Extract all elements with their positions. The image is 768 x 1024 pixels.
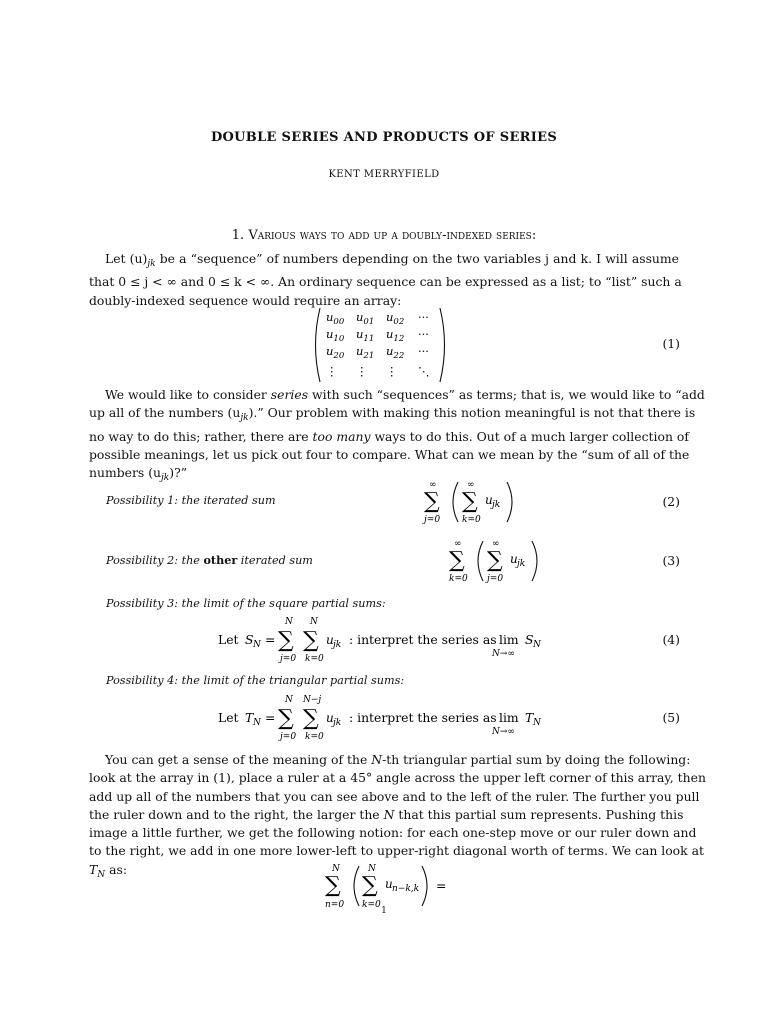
sum-lower-limit: j=0 — [424, 515, 441, 525]
term-subscript: jk — [492, 500, 501, 510]
term-u: u — [485, 493, 493, 507]
paper-title: DOUBLE SERIES AND PRODUCTS OF SERIES — [210, 130, 558, 145]
term-u: u — [326, 633, 334, 647]
sigma-symbol: ∑ — [278, 628, 294, 653]
para-line: that 0 ≤ j < ∞ and 0 ≤ k < ∞. An ordinary sequence can be expressed as a list; to “list” such a — [89, 274, 682, 290]
left-paren — [354, 866, 359, 906]
sum-lower-limit: k=0 — [462, 515, 481, 525]
equals-sign: = — [436, 878, 447, 893]
equation-number-4: (4) — [662, 632, 680, 647]
para-line: doubly-indexed sequence would require an array: — [89, 292, 402, 308]
matrix-cell: ⋮ — [386, 364, 398, 378]
sum-upper-limit: ∞ — [492, 539, 500, 549]
lim-subscript: N→∞ — [492, 649, 515, 659]
matrix-cell: $u_{02}$ — [386, 310, 405, 327]
let-word: Let — [218, 710, 239, 725]
matrix-cell: $u_{22}$ — [386, 344, 405, 361]
equation-3 — [445, 537, 555, 587]
sum-lower-limit: j=0 — [280, 732, 297, 742]
page-number: 1 — [381, 906, 387, 916]
term-u: u — [385, 877, 393, 891]
sum-lower-limit: k=0 — [305, 732, 324, 742]
paragraph-intro — [89, 250, 682, 310]
term-u: u — [326, 711, 334, 725]
matrix-cell: $u_{20}$ — [326, 344, 345, 361]
section-heading — [0, 228, 768, 243]
sum-lower-limit: n=0 — [325, 900, 345, 910]
symbol-subscript: N — [253, 640, 261, 650]
symbol-subscript: N — [533, 640, 541, 650]
sum-upper-limit: N — [285, 617, 293, 627]
symbol-S: S — [245, 632, 254, 647]
equation-number-2: (2) — [662, 494, 680, 509]
lim-subscript: N→∞ — [492, 727, 515, 737]
equals-sign: = — [265, 710, 276, 725]
possibility-4-label: Possibility 4: the limit of the triangular partial sums: — [106, 674, 405, 687]
term-subscript: jk — [333, 718, 342, 728]
possibility-3-label: Possibility 3: the limit of the square partial sums: — [106, 597, 386, 610]
equation-tn-diagonal — [322, 860, 462, 910]
sigma-symbol: ∑ — [487, 548, 503, 573]
symbol-subscript: N — [253, 718, 261, 728]
equation-4 — [218, 614, 558, 666]
equals-sign: = — [265, 632, 276, 647]
sigma-symbol: ∑ — [424, 489, 440, 514]
sigma-symbol: ∑ — [303, 628, 319, 653]
sigma-symbol: ∑ — [325, 873, 341, 898]
right-paren — [440, 308, 445, 382]
para-line: You can get a sense of the meaning of the N-th triangular partial sum by doing the following: — [105, 752, 691, 767]
sigma-symbol: ∑ — [278, 706, 294, 731]
section-title: Various ways to add up a doubly-indexed series: — [248, 228, 537, 243]
equation-5 — [218, 692, 558, 744]
sum-upper-limit: N — [368, 864, 376, 874]
para-line: to the right, we add in one more lower-left to upper-right diagonal worth of terms. We can look at — [89, 843, 704, 859]
matrix-cell: $u_{12}$ — [386, 327, 405, 344]
para-line: no way to do this; rather, there are too many ways to do this. Out of a much larger collection of — [89, 428, 689, 444]
sum-upper-limit: N — [285, 695, 293, 705]
let-word: Let — [218, 632, 239, 647]
matrix-array — [310, 305, 450, 385]
sum-upper-limit: N — [332, 864, 340, 874]
paragraph-series — [89, 386, 705, 487]
matrix-cell: $u_{11}$ — [356, 327, 375, 344]
matrix-cell: ··· — [418, 344, 429, 358]
term-subscript: jk — [517, 559, 526, 569]
symbol-S: S — [525, 632, 534, 647]
para-line: numbers $(u_{jk})$?” — [89, 465, 188, 484]
para-line: possible meanings, let us pick out four to compare. What can we mean by the “sum of all of the — [89, 446, 690, 462]
matrix-cell: $u_{00}$ — [326, 310, 345, 327]
interpret-text: : interpret the series as — [349, 710, 497, 725]
left-paren — [478, 541, 483, 581]
para-line: add up all of the numbers that you can see above and to the left of the ruler. The further you pull — [89, 788, 700, 804]
matrix-cell: ··· — [418, 327, 429, 341]
symbol-T: T — [525, 710, 534, 725]
lim-word: lim — [499, 710, 519, 725]
para-line: image a little further, we get the following notion: for each one-step move or our ruler down and — [89, 825, 697, 841]
matrix-cell: ⋮ — [356, 364, 368, 378]
para-line: look at the array in (1), place a ruler at a 45° angle across the upper left corner of this array, then — [89, 770, 706, 786]
sum-upper-limit: ∞ — [454, 539, 462, 549]
equation-number-1: (1) — [662, 336, 680, 351]
sum-upper-limit: N — [310, 617, 318, 627]
sum-upper-limit: ∞ — [429, 480, 437, 490]
sigma-symbol: ∑ — [362, 873, 378, 898]
equation-number-5: (5) — [662, 710, 680, 725]
equation-number-3: (3) — [662, 553, 680, 568]
sigma-symbol: ∑ — [303, 706, 319, 731]
sigma-symbol: ∑ — [462, 489, 478, 514]
para-line: Let $(u)_{jk}$ be a “sequence” of numbers depending on the two variables j and k. I will assume — [105, 251, 679, 269]
left-paren — [316, 308, 321, 382]
para-line: $T_N$ as: — [89, 861, 127, 880]
left-paren — [453, 482, 458, 522]
sum-lower-limit: k=0 — [305, 654, 324, 664]
possibility-1-label: Possibility 1: the iterated sum — [106, 494, 276, 507]
matrix-cell: $u_{21}$ — [356, 344, 375, 361]
sigma-symbol: ∑ — [449, 548, 465, 573]
sum-lower-limit: k=0 — [449, 574, 468, 584]
matrix-cell: ··· — [418, 310, 429, 324]
possibility-2-label: Possibility 2: the other iterated sum — [106, 553, 313, 567]
para-line: We would like to consider series with such “sequences” as terms; that is, we would like to “add — [105, 387, 705, 402]
term-subscript: n−k,k — [392, 884, 420, 894]
sum-lower-limit: j=0 — [280, 654, 297, 664]
term-subscript: jk — [333, 640, 342, 650]
matrix-cell: ⋮ — [326, 364, 338, 378]
sum-upper-limit: N−j — [303, 695, 322, 705]
author-name: KENT MERRYFIELD — [328, 169, 440, 180]
para-line: up all of the numbers $(u_{jk})$.” Our problem with making this notion meaningful is not that there is — [89, 405, 696, 424]
right-paren — [532, 541, 537, 581]
right-paren — [507, 482, 512, 522]
sum-lower-limit: k=0 — [362, 900, 381, 910]
symbol-subscript: N — [533, 718, 541, 728]
equation-2 — [420, 478, 530, 528]
section-number: 1. — [231, 228, 245, 243]
matrix-cell: $u_{01}$ — [356, 310, 375, 327]
sum-upper-limit: ∞ — [467, 480, 475, 490]
matrix-cell: $u_{10}$ — [326, 327, 345, 344]
para-line: the ruler down and to the right, the larger the N that this partial sum represents. Pushing this — [89, 806, 684, 822]
symbol-T: T — [245, 710, 254, 725]
term-u: u — [510, 552, 518, 566]
matrix-cell: ⋱ — [418, 364, 430, 378]
sum-lower-limit: j=0 — [487, 574, 504, 584]
lim-word: lim — [499, 632, 519, 647]
interpret-text: : interpret the series as — [349, 632, 497, 647]
right-paren — [422, 866, 427, 906]
